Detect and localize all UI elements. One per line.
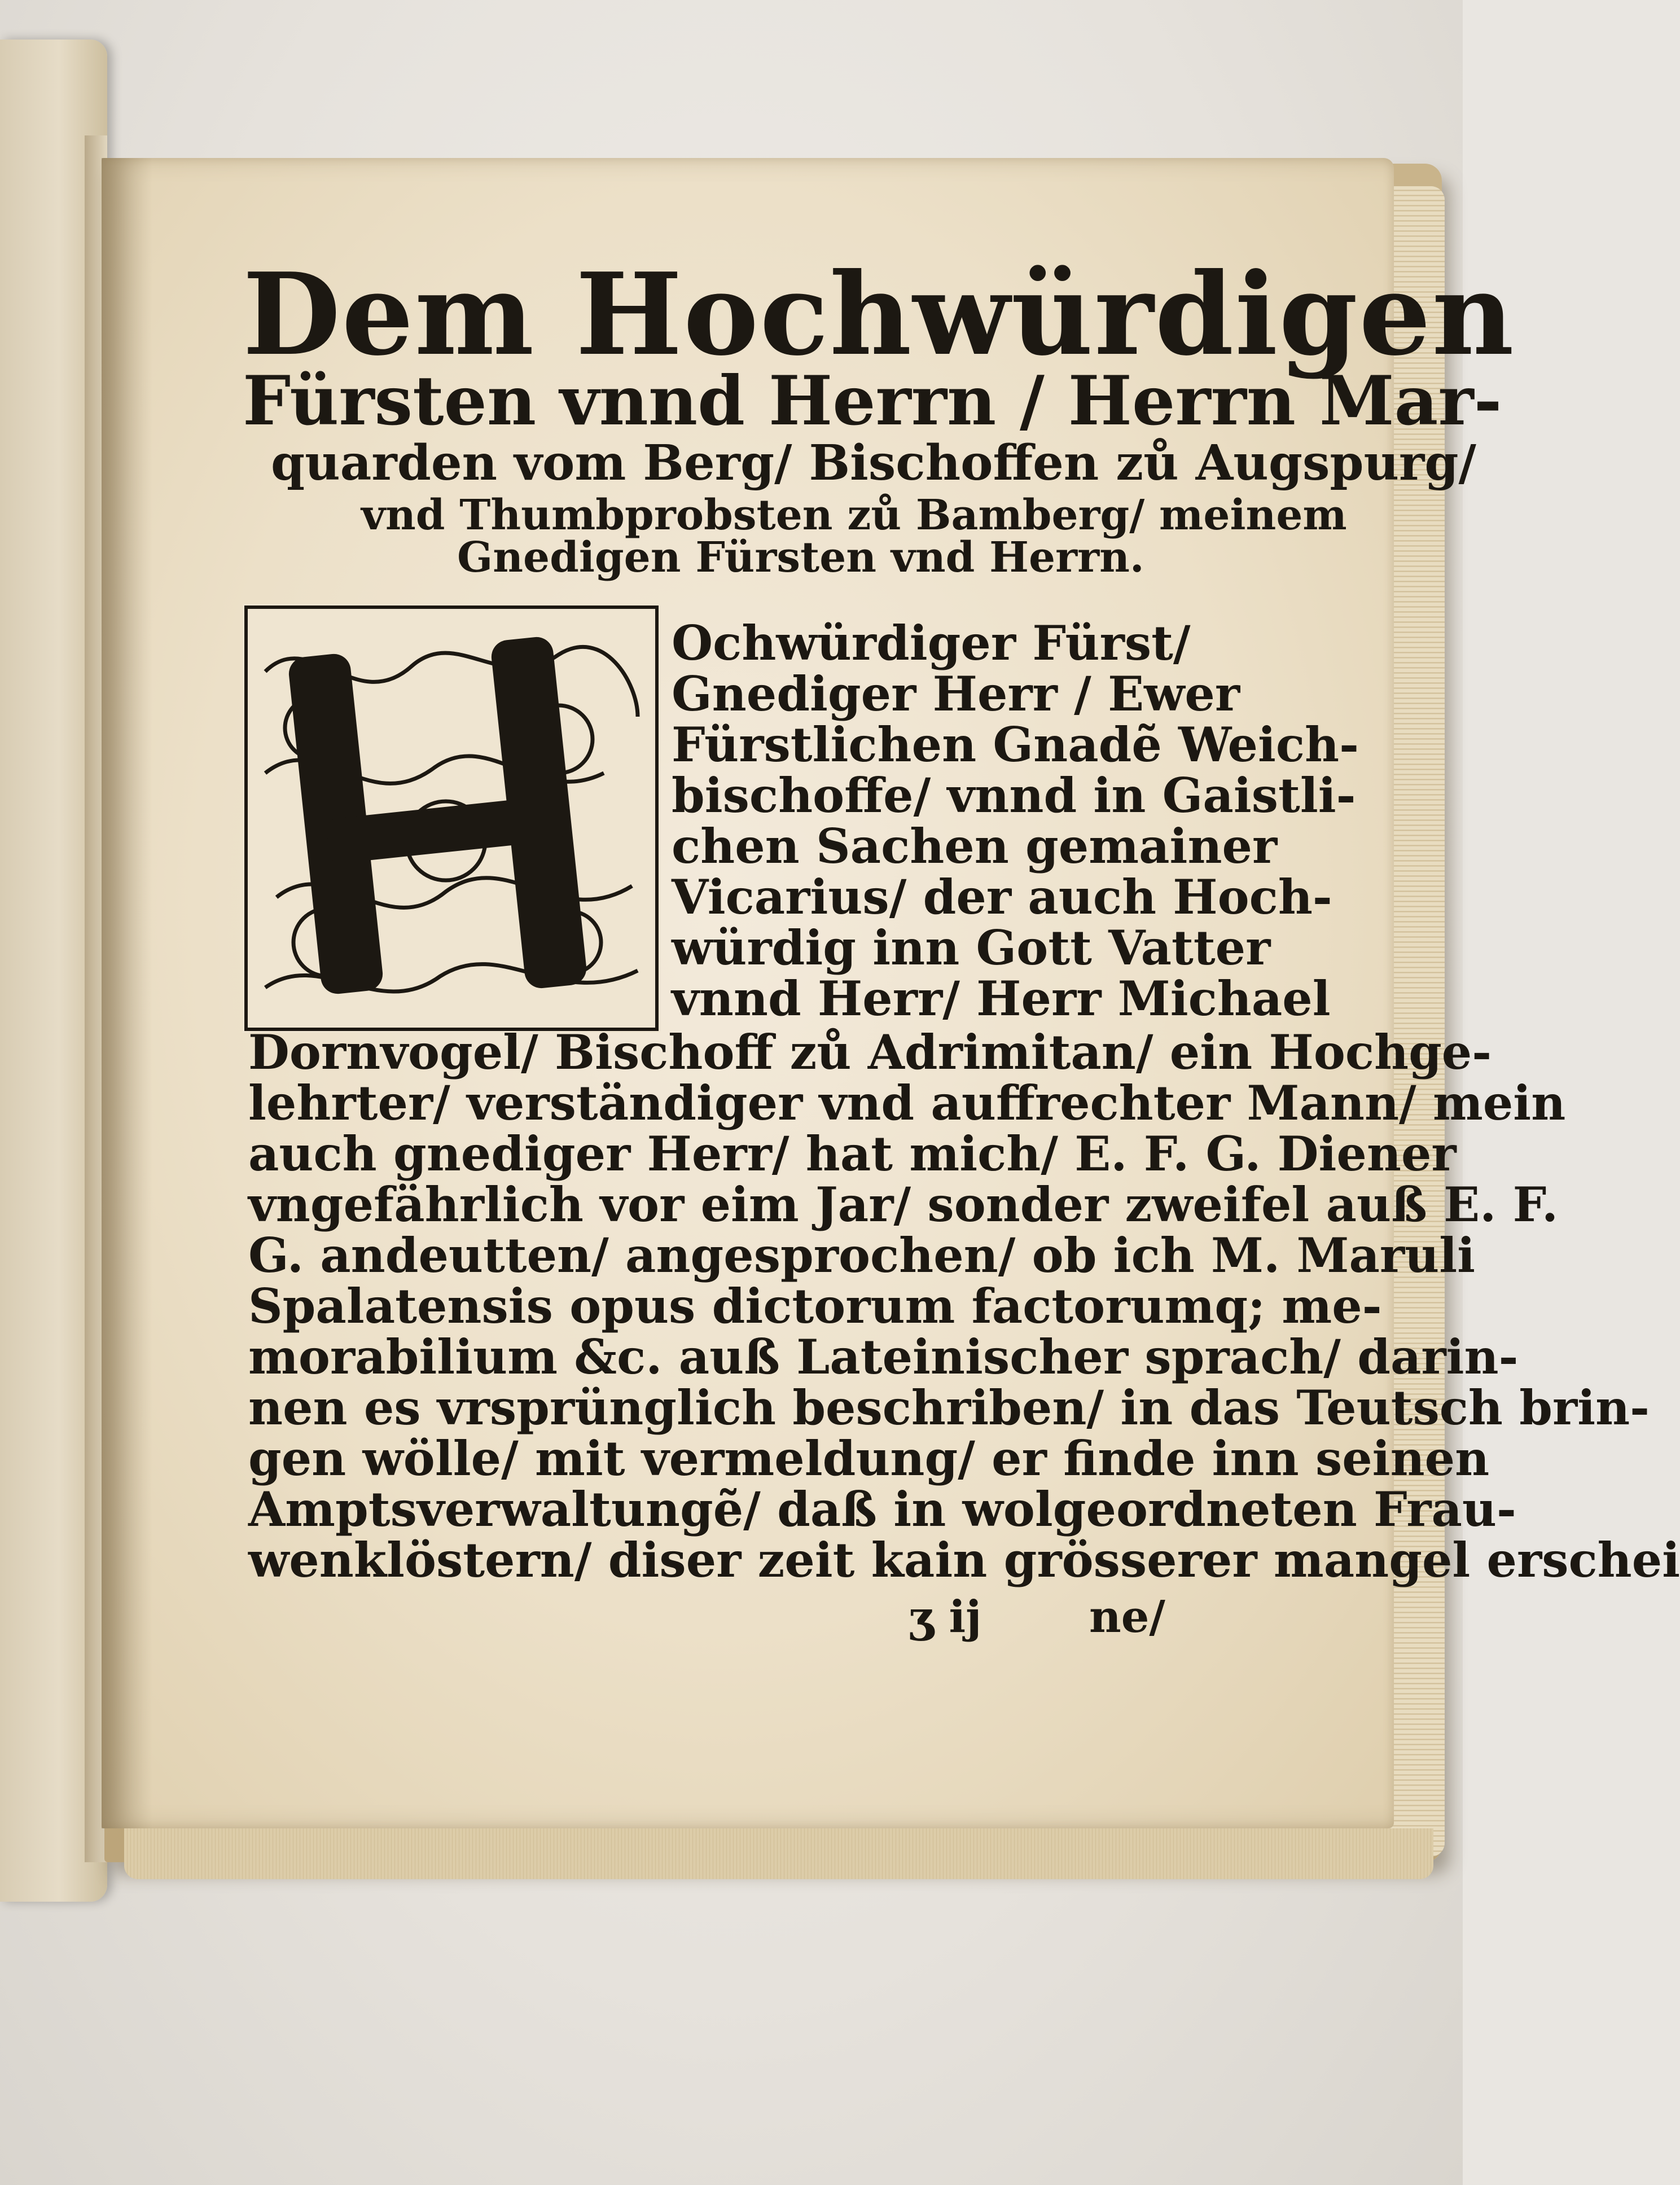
body-line-7: würdig inn Gott Vatter	[672, 920, 1271, 976]
gutter-shadow	[102, 158, 152, 1828]
dedication-line-3: quarden vom Berg/ Bischoffen zů Augspurg/	[271, 435, 1476, 492]
body-line-4: bischoffe/ vnnd in Gaistli-	[672, 767, 1356, 823]
body-line-17: gen wölle/ mit vermeldung/ er finde inn seinen	[248, 1431, 1490, 1486]
body-line-13: G. andeutten/ angesprochen/ ob ich M. Maruli	[248, 1227, 1476, 1283]
body-line-18: Amptsverwaltungẽ/ daß in wolgeordneten Frau-	[248, 1481, 1516, 1537]
signature-mark: ʒ ij	[909, 1591, 982, 1643]
body-line-15: morabilium &c. auß Lateinischer sprach/ darin-	[248, 1329, 1519, 1385]
dedication-title: Dem Hochwürdigen	[243, 248, 1515, 381]
body-line-12: vngefährlich vor eim Jar/ sonder zweifel auß E. F.	[248, 1177, 1559, 1232]
body-line-11: auch gnediger Herr/ hat mich/ E. F. G. Diener	[248, 1126, 1457, 1182]
body-line-2: Gnediger Herr / Ewer	[672, 666, 1240, 722]
body-line-9: Dornvogel/ Bischoff zů Adrimitan/ ein Hochge-	[248, 1024, 1492, 1080]
body-line-19: wenklöstern/ diser zeit kain grösserer mangel erschei	[248, 1532, 1680, 1588]
body-line-6: Vicarius/ der auch Hoch-	[672, 869, 1332, 925]
body-line-14: Spalatensis opus dictorum factorumq; me-	[248, 1278, 1382, 1334]
body-line-10: lehrter/ verständiger vnd auffrechter Mann/ mein	[248, 1075, 1566, 1131]
dedication-line-2: Fürsten vnnd Herrn / Herrn Mar-	[243, 361, 1502, 441]
body-line-1: Ochwürdiger Fürst/	[672, 615, 1191, 671]
dedication-line-5: Gnedigen Fürsten vnd Herrn.	[457, 533, 1144, 582]
decorated-initial-H	[243, 604, 660, 1033]
body-line-8: vnnd Herr/ Herr Michael	[672, 971, 1331, 1026]
body-line-5: chen Sachen gemainer	[672, 818, 1278, 874]
body-line-3: Fürstlichen Gnadẽ Weich-	[672, 717, 1359, 773]
catchword: ne/	[1089, 1591, 1165, 1643]
dedication-line-4: vnd Thumbprobsten zů Bamberg/ meinem	[361, 491, 1347, 539]
body-line-16: nen es vrsprünglich beschriben/ in das Teutsch brin-	[248, 1380, 1650, 1436]
page-bottom-edge	[124, 1828, 1433, 1879]
initial-ornament-icon	[243, 604, 660, 1033]
